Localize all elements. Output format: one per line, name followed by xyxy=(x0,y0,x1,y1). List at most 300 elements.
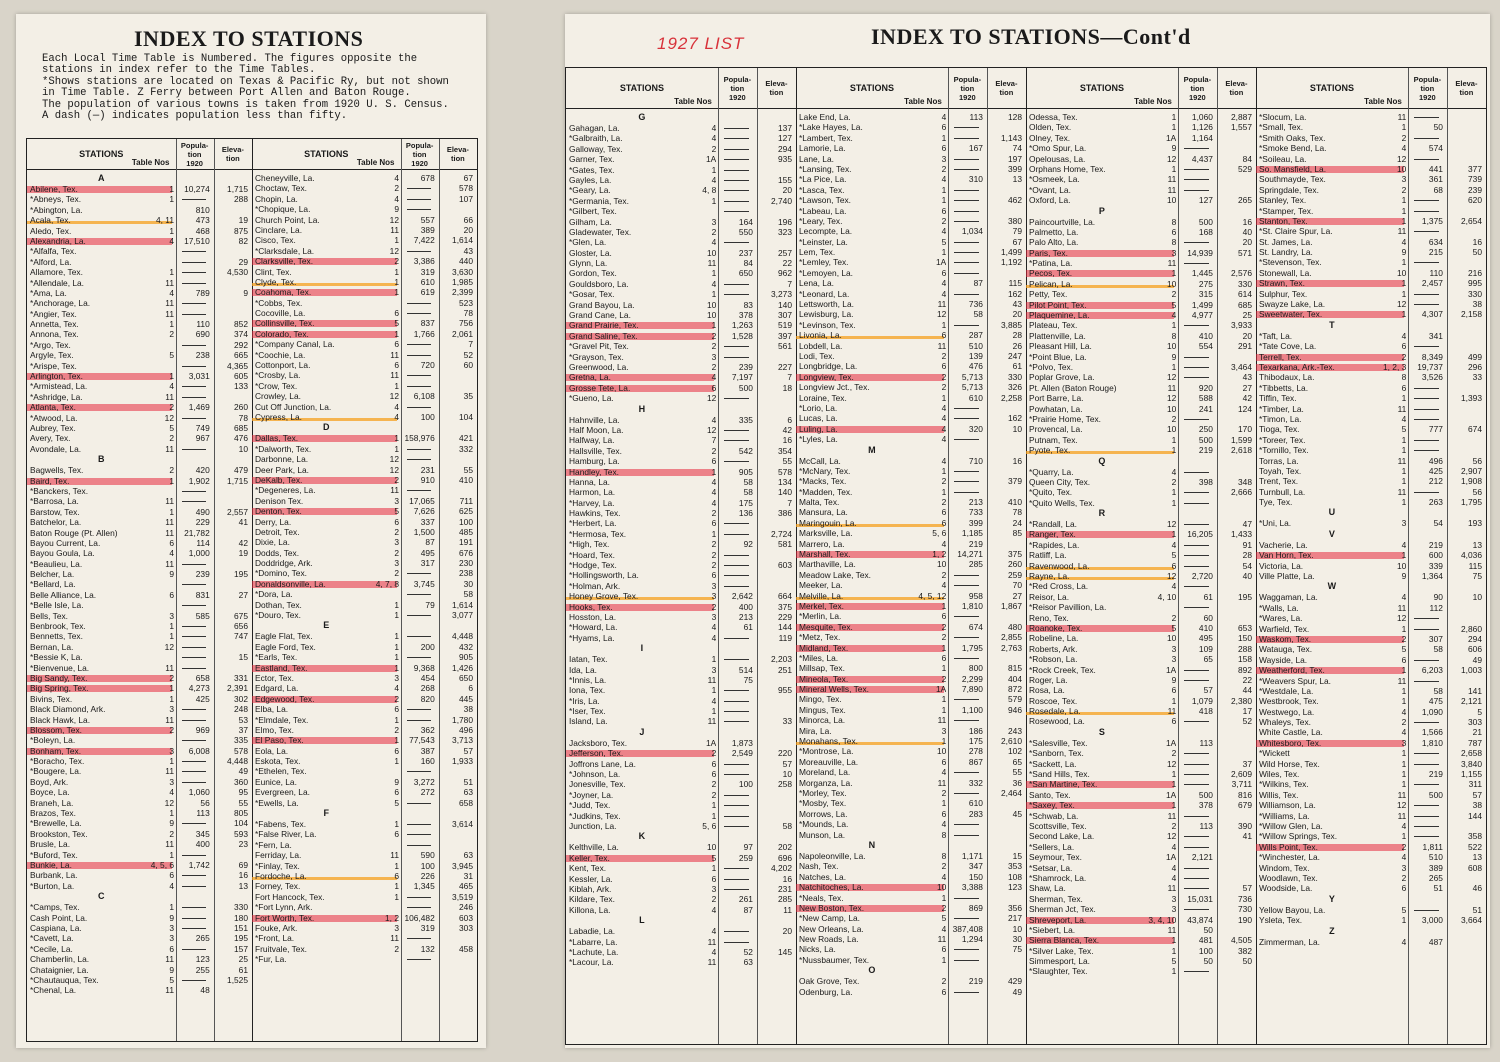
elevation-value: 294 xyxy=(778,143,792,154)
station-name: Odenburg, La. xyxy=(799,986,853,997)
elevation-value: 16 xyxy=(1472,236,1482,247)
station-row xyxy=(1256,831,1486,841)
station-row xyxy=(27,673,252,683)
station-row xyxy=(1026,268,1256,278)
population-value: 574 xyxy=(1428,143,1443,154)
population-value: 1,810 xyxy=(961,600,983,611)
header-elevation: Eleva- tion xyxy=(765,79,788,97)
station-row xyxy=(566,937,796,947)
table-number: 4 xyxy=(711,174,717,185)
population-value: 319 xyxy=(420,922,435,933)
table-number: 8 xyxy=(1171,237,1177,248)
population-value: 341 xyxy=(1428,330,1443,341)
station-name: *Sand Hills, Tex. xyxy=(1029,769,1090,780)
station-row xyxy=(1026,248,1256,258)
station-name: *Patina, La. xyxy=(1029,258,1073,269)
station-row xyxy=(1256,216,1486,226)
elevation-value: 137 xyxy=(778,123,792,133)
population-value: 219 xyxy=(968,538,983,549)
population-value: 1,742 xyxy=(188,860,210,870)
station-row xyxy=(566,696,796,706)
elevation-value: 499 xyxy=(1468,351,1482,362)
station-name: McCall, La. xyxy=(799,455,841,466)
station-row xyxy=(566,446,796,456)
column-header xyxy=(566,68,796,109)
station-name: *Morley, Tex. xyxy=(799,788,847,798)
station-row xyxy=(1026,873,1256,883)
table-number: 2 xyxy=(1171,413,1177,424)
table-number: 4, 10 xyxy=(1157,591,1177,602)
station-row xyxy=(1256,174,1486,184)
elevation-value: 246 xyxy=(459,902,473,913)
station-row xyxy=(27,205,252,215)
station-row xyxy=(566,352,796,362)
station-row xyxy=(1256,592,1486,602)
station-name: Orphans Home, Tex. xyxy=(1029,163,1106,174)
station-row xyxy=(796,622,1026,632)
station-name: *Toreer, Tex. xyxy=(1259,434,1306,445)
population-dash xyxy=(724,279,749,285)
table-number: 2 xyxy=(169,672,174,683)
station-name: *Miles, La. xyxy=(799,652,839,663)
station-row xyxy=(796,944,1026,954)
station-row xyxy=(252,287,477,297)
station-row xyxy=(566,863,796,873)
station-name: Nash, Tex. xyxy=(799,861,839,872)
station-name: *Ashridge, La. xyxy=(30,391,83,402)
elevation-value: 4,036 xyxy=(1461,550,1482,561)
station-row xyxy=(1026,393,1256,403)
station-name: Oak Grove, Tex. xyxy=(799,976,860,987)
population-dash xyxy=(407,298,431,304)
elevation-value: 311 xyxy=(1468,779,1482,790)
station-name: *Leonard, La. xyxy=(799,288,850,299)
station-row xyxy=(566,393,796,403)
population-value: 1,499 xyxy=(1191,299,1213,310)
elevation-value: 40 xyxy=(1242,226,1252,237)
population-value: 1,090 xyxy=(1421,706,1443,717)
station-name: *Allendale, La. xyxy=(30,277,85,288)
table-number: 4 xyxy=(1171,466,1177,477)
station-row xyxy=(796,257,1026,267)
header-population: Popula- tion 1920 xyxy=(1178,68,1218,108)
station-row xyxy=(1026,487,1256,497)
station-row xyxy=(1256,852,1486,862)
elevation-value: 479 xyxy=(234,465,248,476)
elevation-value: 1,933 xyxy=(452,756,473,767)
elevation-value: 605 xyxy=(234,371,248,382)
elevation-value: 155 xyxy=(778,174,792,185)
station-name: Pleasant Hill, La. xyxy=(1029,341,1092,352)
elevation-value: 128 xyxy=(1008,112,1022,122)
station-name: Baird, Tex. xyxy=(30,475,70,486)
table-number: 1 xyxy=(1401,665,1407,676)
station-row xyxy=(252,871,477,881)
population-dash xyxy=(407,370,431,376)
station-row xyxy=(1256,686,1486,696)
station-row xyxy=(796,788,1026,798)
table-number: 11 xyxy=(165,277,174,288)
station-name: Maringouin, La. xyxy=(799,517,857,528)
station-row xyxy=(796,705,1026,715)
station-name: Van Horn, Tex. xyxy=(1259,550,1314,561)
table-number: 2 xyxy=(394,724,399,735)
station-name: Poplar Grove, La. xyxy=(1029,372,1095,383)
station-name: *Metz, Tex. xyxy=(799,632,841,643)
table-number: 4 xyxy=(1171,539,1177,550)
elevation-value: 41 xyxy=(238,517,248,528)
elevation-value: 180 xyxy=(234,912,248,923)
station-name: Windom, Tex. xyxy=(1259,862,1310,873)
population-dash xyxy=(1414,289,1439,295)
population-dash xyxy=(954,247,979,253)
table-number: 2 xyxy=(711,779,717,790)
section-letter: P xyxy=(1098,205,1105,216)
station-row xyxy=(27,756,252,766)
station-row xyxy=(1256,707,1486,717)
station-name: Jefferson, Tex. xyxy=(569,748,624,759)
population-value: 810 xyxy=(195,204,210,215)
population-value: 229 xyxy=(195,517,210,528)
population-value: 215 xyxy=(1428,247,1443,258)
table-number: 5 xyxy=(169,422,174,433)
population-value: 7,422 xyxy=(413,235,435,246)
population-dash xyxy=(1184,519,1209,525)
station-name: Sulphur, Tex. xyxy=(1259,288,1308,299)
table-number: 1 xyxy=(1171,487,1177,498)
population-value: 425 xyxy=(1428,465,1443,476)
elevation-value: 35 xyxy=(463,391,473,402)
station-name: Hanna, La. xyxy=(569,476,610,487)
station-name: *Tibbetts, La. xyxy=(1259,382,1309,393)
station-name: *Chopique, La. xyxy=(255,204,311,215)
population-dash xyxy=(182,361,206,367)
table-number: 2 xyxy=(941,382,947,393)
population-dash xyxy=(182,621,206,627)
population-dash xyxy=(407,204,431,210)
station-name: *Hermosa, Tex. xyxy=(569,528,627,539)
station-name: Gouldsboro, La. xyxy=(569,278,629,289)
population-dash xyxy=(1184,498,1209,504)
population-value: 398 xyxy=(1198,476,1213,487)
station-row xyxy=(27,579,252,589)
elevation-value: 10 xyxy=(1012,923,1022,934)
station-name: Cinclare, La. xyxy=(255,224,303,235)
station-row xyxy=(796,736,1026,746)
table-number: 4 xyxy=(711,904,717,915)
section-letter: R xyxy=(1098,508,1106,519)
table-number: 6 xyxy=(394,339,399,350)
station-name: Labadie, La. xyxy=(569,926,616,937)
station-name: Caspiana, La. xyxy=(30,922,82,933)
table-number: 2 xyxy=(394,547,399,558)
station-name: *Stevenson, Tex. xyxy=(1259,257,1322,268)
header-table-nos: Table Nos xyxy=(904,97,942,106)
population-dash xyxy=(954,122,979,128)
station-row xyxy=(1026,654,1256,664)
header-table-nos: Table Nos xyxy=(674,97,712,106)
header-population: Popula- tion 1920 xyxy=(718,68,758,108)
station-name: *Williams, La. xyxy=(1259,810,1310,821)
table-number: 2 xyxy=(1401,717,1407,728)
population-dash xyxy=(1414,299,1439,305)
population-dash xyxy=(954,944,979,950)
population-value: 43,874 xyxy=(1187,914,1213,925)
table-number: 6 xyxy=(711,758,717,769)
station-row xyxy=(252,861,477,871)
station-name: Bagwells, Tex. xyxy=(30,465,84,476)
elevation-value: 42 xyxy=(238,537,248,548)
station-name: Mesquite, Tex. xyxy=(799,621,853,632)
elevation-value: 665 xyxy=(234,350,248,361)
elevation-value: 260 xyxy=(234,402,248,413)
table-number: 2 xyxy=(1401,872,1407,883)
station-row xyxy=(796,987,1026,997)
elevation-value: 302 xyxy=(234,693,248,704)
elevation-value: 696 xyxy=(778,852,792,863)
section-letter: M xyxy=(868,444,876,455)
elevation-value: 2,557 xyxy=(227,506,248,517)
station-row xyxy=(566,654,796,664)
population-dash xyxy=(724,633,749,639)
table-number: 1 xyxy=(394,860,399,871)
station-row xyxy=(252,694,477,704)
station-name: *Weavers Spur, La. xyxy=(1259,675,1332,686)
table-number: 6 xyxy=(941,143,947,154)
population-dash xyxy=(182,579,206,585)
population-value: 476 xyxy=(968,361,983,372)
table-number: 11 xyxy=(390,349,399,360)
table-number: 6 xyxy=(941,330,947,341)
station-name: Rosedale, La. xyxy=(1029,706,1081,717)
population-value: 1,810 xyxy=(1421,737,1443,748)
elevation-value: 382 xyxy=(1238,945,1252,956)
table-number: 11 xyxy=(1167,924,1177,935)
station-row xyxy=(796,528,1026,538)
elevation-value: 1,192 xyxy=(1001,257,1022,268)
elevation-value: 58 xyxy=(782,821,792,831)
population-dash xyxy=(954,466,979,472)
table-number: 11 xyxy=(390,224,399,235)
station-row xyxy=(1026,289,1256,299)
population-value: 410 xyxy=(1198,330,1213,341)
population-dash xyxy=(1414,154,1439,160)
population-value: 50 xyxy=(1203,956,1213,967)
population-dash xyxy=(724,874,749,880)
elevation-value: 4,448 xyxy=(227,756,248,767)
elevation-value: 561 xyxy=(778,341,792,352)
population-value: 6,203 xyxy=(1421,665,1443,676)
station-row xyxy=(566,144,796,154)
table-number: 3 xyxy=(711,664,717,675)
table-number: 3 xyxy=(1401,518,1407,529)
population-value: 7,890 xyxy=(961,684,983,695)
station-row xyxy=(1256,497,1486,507)
station-name: *Merlin, La. xyxy=(799,611,842,622)
elevation-value: 58 xyxy=(463,589,473,600)
station-row xyxy=(566,154,796,164)
station-name: Sweetwater, Tex. xyxy=(1259,309,1323,320)
population-value: 337 xyxy=(420,516,435,527)
station-row xyxy=(1256,206,1486,216)
table-number: 4 xyxy=(711,123,717,133)
station-row xyxy=(566,539,796,549)
elevation-value: 78 xyxy=(463,308,473,319)
station-name: *Omo Spur, La. xyxy=(1029,143,1087,154)
table-number: 4 xyxy=(169,381,174,392)
table-number: 1 xyxy=(1401,309,1407,320)
station-name: Avery, Tex. xyxy=(30,433,71,444)
station-row xyxy=(252,829,477,839)
station-name: *Lorio, La. xyxy=(799,402,838,413)
station-row xyxy=(1026,174,1256,184)
table-number: 4 xyxy=(1401,936,1407,947)
station-name: *Labeau, La. xyxy=(799,205,847,216)
table-number: 1 xyxy=(1171,122,1177,133)
station-row xyxy=(252,339,477,349)
station-name: Robeline, La. xyxy=(1029,633,1079,644)
section-letter: C xyxy=(98,891,105,902)
station-name: *Tate Cove, La. xyxy=(1259,341,1317,352)
table-number: 1 xyxy=(394,735,399,746)
station-row xyxy=(566,508,796,518)
population-value: 650 xyxy=(738,268,753,279)
station-row xyxy=(796,767,1026,777)
population-value: 658 xyxy=(195,672,210,683)
station-name: Cut Off Junction, La. xyxy=(255,401,332,412)
elevation-value: 19 xyxy=(238,215,248,226)
population-dash xyxy=(724,341,749,347)
station-row xyxy=(796,903,1026,913)
population-value: 10,274 xyxy=(184,184,210,194)
table-number: 1 xyxy=(1401,278,1407,289)
station-row xyxy=(566,570,796,580)
table-number: 1A xyxy=(1166,132,1177,143)
station-row xyxy=(252,913,477,923)
table-number: 1, 2, 3 xyxy=(1382,361,1407,372)
station-name: Hahnville, La. xyxy=(569,414,620,425)
population-dash xyxy=(724,144,749,150)
elevation-value: 955 xyxy=(778,685,792,696)
elevation-value: 63 xyxy=(463,787,473,798)
station-name: Gloster, La. xyxy=(569,247,612,258)
table-number: 1A xyxy=(706,737,717,748)
table-number: 1 xyxy=(1171,769,1177,780)
table-number: 4 xyxy=(394,411,399,422)
section-letter: L xyxy=(639,915,645,926)
station-name: Honey Grove, Tex. xyxy=(569,591,639,602)
population-dash xyxy=(182,902,206,908)
population-dash xyxy=(1184,873,1209,879)
station-row xyxy=(252,725,477,735)
elevation-value: 397 xyxy=(778,330,792,341)
elevation-value: 815 xyxy=(1008,663,1022,674)
station-row xyxy=(1256,372,1486,382)
station-name: Mingus, Tex. xyxy=(799,704,846,715)
station-row xyxy=(796,632,1026,642)
elevation-value: 6 xyxy=(787,414,792,425)
population-value: 57 xyxy=(1203,685,1213,696)
station-row xyxy=(796,434,1026,444)
station-name: Bayou Goula, La. xyxy=(30,548,95,559)
station-name: Lake End, La. xyxy=(799,112,851,122)
station-name: Junction, La. xyxy=(569,821,617,831)
table-number: 1 xyxy=(1171,800,1177,811)
station-name: *Clarksdale, La. xyxy=(255,245,315,256)
station-name: Marrero, La. xyxy=(799,538,845,549)
station-row xyxy=(566,435,796,445)
population-value: 219 xyxy=(1198,445,1213,456)
table-number: 1 xyxy=(941,392,947,403)
station-row xyxy=(566,362,796,372)
header-stations xyxy=(1026,68,1179,108)
table-number: 1 xyxy=(394,662,399,673)
station-name: *Hoard, Tex. xyxy=(569,549,615,560)
station-name: *Slaughter, Tex. xyxy=(1029,966,1088,977)
elevation-value: 2,907 xyxy=(1461,465,1482,476)
population-value: 1,766 xyxy=(413,328,435,339)
station-row xyxy=(1026,372,1256,382)
table-number: 6 xyxy=(1171,226,1177,237)
table-number: 10 xyxy=(706,247,717,258)
station-row xyxy=(252,902,477,912)
table-number: 5 xyxy=(1401,904,1407,915)
station-name: Eagle Flat, Tex. xyxy=(255,631,313,642)
station-name: *Winchester, La. xyxy=(1259,852,1320,863)
population-dash xyxy=(1414,655,1439,661)
table-number: 1 xyxy=(1401,915,1407,926)
elevation-value: 195 xyxy=(234,569,248,580)
station-row xyxy=(796,237,1026,247)
section-letter: T xyxy=(1329,319,1335,330)
station-name: *Douro, Tex. xyxy=(255,610,301,621)
station-name: *Lacour, La. xyxy=(569,957,614,968)
station-row xyxy=(566,748,796,758)
table-number: 1 xyxy=(394,328,399,339)
table-number: 2 xyxy=(169,329,174,340)
station-name: *Quito Wells, Tex. xyxy=(1029,497,1095,508)
station-row xyxy=(27,818,252,828)
table-number: 11 xyxy=(1167,382,1177,393)
table-number: 4 xyxy=(711,926,717,937)
station-row xyxy=(796,382,1026,392)
population-value: 441 xyxy=(1428,163,1443,174)
station-row xyxy=(252,766,477,776)
station-row xyxy=(1256,362,1486,372)
station-row xyxy=(27,965,252,975)
station-row xyxy=(1026,540,1256,550)
station-row xyxy=(1256,779,1486,789)
header-elevation: Eleva- tion xyxy=(1225,79,1248,97)
table-number: 6 xyxy=(169,537,174,548)
table-number: 1 xyxy=(1401,779,1407,790)
table-number: 2 xyxy=(169,828,174,839)
station-name: Hooks, Tex. xyxy=(569,601,613,612)
population-dash xyxy=(1414,112,1439,118)
station-row xyxy=(252,558,477,568)
station-row xyxy=(1256,476,1486,486)
station-row xyxy=(27,839,252,849)
population-dash xyxy=(1414,624,1439,630)
table-number: 11 xyxy=(390,370,399,381)
table-number: 1 xyxy=(394,599,399,610)
station-name: Powhatan, La. xyxy=(1029,403,1083,414)
station-name: Rosewood, La. xyxy=(1029,716,1085,727)
population-value: 319 xyxy=(420,266,435,277)
table-number: 4 xyxy=(711,632,717,643)
left-page xyxy=(16,14,486,1048)
elevation-value: 288 xyxy=(1238,643,1252,654)
